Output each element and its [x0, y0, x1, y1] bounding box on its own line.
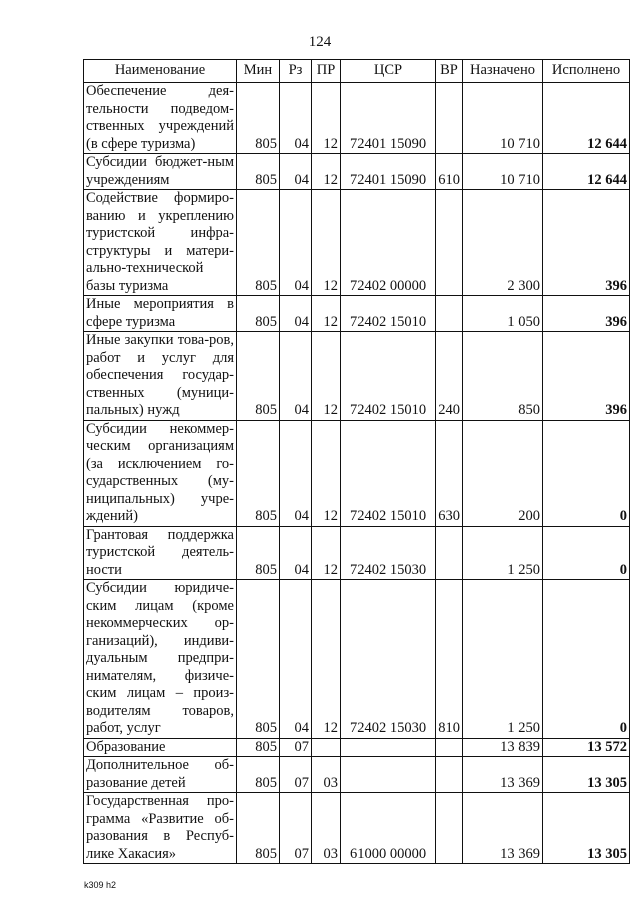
cell-done: 0 [543, 526, 630, 580]
cell-done: 13 305 [543, 757, 630, 793]
table-row [84, 420, 630, 526]
cell-rz: 04 [280, 332, 312, 421]
cell-done: 12 644 [543, 83, 630, 154]
cell-rz: 04 [280, 296, 312, 332]
table-row [84, 757, 630, 793]
cell-min: 805 [237, 793, 280, 864]
header-done: Исполнено [543, 60, 630, 83]
table-row [84, 154, 630, 190]
cell-assigned: 10 710 [463, 83, 543, 154]
cell-min: 805 [237, 757, 280, 793]
header-rz: Рз [280, 60, 312, 83]
cell-min: 805 [237, 154, 280, 190]
cell-name: Образование [84, 738, 237, 757]
cell-vr [436, 296, 463, 332]
cell-vr: 810 [436, 580, 463, 739]
cell-pr [312, 738, 341, 757]
cell-done: 13 305 [543, 793, 630, 864]
cell-pr: 12 [312, 296, 341, 332]
cell-assigned: 2 300 [463, 190, 543, 296]
cell-min: 805 [237, 420, 280, 526]
cell-csr: 72401 15090 [341, 154, 436, 190]
cell-pr: 03 [312, 793, 341, 864]
cell-pr: 12 [312, 526, 341, 580]
cell-assigned: 13 369 [463, 757, 543, 793]
cell-rz: 07 [280, 738, 312, 757]
cell-pr: 12 [312, 154, 341, 190]
table-row [84, 83, 630, 154]
header-min: Мин [237, 60, 280, 83]
cell-assigned: 13 369 [463, 793, 543, 864]
cell-name: Иные мероприятия в сфере туризма [84, 296, 237, 332]
cell-vr [436, 526, 463, 580]
cell-assigned: 1 050 [463, 296, 543, 332]
cell-name: Дополнительное об-разование детей [84, 757, 237, 793]
cell-csr: 72402 15010 [341, 296, 436, 332]
footer-code: k309 h2 [84, 880, 117, 890]
header-pr: ПР [312, 60, 341, 83]
cell-rz: 04 [280, 420, 312, 526]
cell-done: 396 [543, 296, 630, 332]
cell-csr: 72402 00000 [341, 190, 436, 296]
cell-done: 13 572 [543, 738, 630, 757]
cell-csr: 72401 15090 [341, 83, 436, 154]
header-row [84, 60, 630, 83]
cell-pr: 12 [312, 190, 341, 296]
cell-rz: 04 [280, 580, 312, 739]
cell-name: Обеспечение дея-тельности подведом-ственных учреждений (в сфере туризма) [84, 83, 237, 154]
cell-min: 805 [237, 190, 280, 296]
cell-rz: 04 [280, 190, 312, 296]
table-row [84, 332, 630, 421]
cell-pr: 12 [312, 420, 341, 526]
cell-pr: 12 [312, 580, 341, 739]
cell-rz: 04 [280, 83, 312, 154]
cell-csr [341, 738, 436, 757]
table-row [84, 738, 630, 757]
header-csr: ЦСР [341, 60, 436, 83]
cell-done: 12 644 [543, 154, 630, 190]
cell-assigned: 10 710 [463, 154, 543, 190]
cell-min: 805 [237, 332, 280, 421]
cell-assigned: 1 250 [463, 526, 543, 580]
header-assigned: Назначено [463, 60, 543, 83]
cell-name: Иные закупки това-ров, работ и услуг для обеспечения государ-ственных (муници-пальных) нужд [84, 332, 237, 421]
header-name: Наименование [84, 60, 237, 83]
cell-pr: 12 [312, 83, 341, 154]
cell-vr: 610 [436, 154, 463, 190]
cell-done: 0 [543, 420, 630, 526]
cell-vr [436, 757, 463, 793]
cell-assigned: 200 [463, 420, 543, 526]
table-row [84, 793, 630, 864]
cell-csr: 72402 15030 [341, 526, 436, 580]
cell-pr: 12 [312, 332, 341, 421]
cell-min: 805 [237, 738, 280, 757]
cell-csr [341, 757, 436, 793]
cell-done: 396 [543, 332, 630, 421]
cell-assigned: 13 839 [463, 738, 543, 757]
table-row [84, 580, 630, 739]
cell-name: Государственная про-грамма «Развитие об-разования в Респуб-лике Хакасия» [84, 793, 237, 864]
cell-vr [436, 83, 463, 154]
cell-assigned: 850 [463, 332, 543, 421]
cell-rz: 07 [280, 757, 312, 793]
cell-rz: 04 [280, 154, 312, 190]
cell-min: 805 [237, 526, 280, 580]
table-row [84, 190, 630, 296]
cell-csr: 72402 15030 [341, 580, 436, 739]
cell-csr: 72402 15010 [341, 420, 436, 526]
cell-rz: 07 [280, 793, 312, 864]
cell-min: 805 [237, 83, 280, 154]
cell-min: 805 [237, 296, 280, 332]
cell-vr: 240 [436, 332, 463, 421]
budget-table [83, 59, 630, 864]
table-row [84, 526, 630, 580]
cell-name: Содействие формиро-ванию и укреплению туристской инфра-структуры и матери-ально-технической базы туризма [84, 190, 237, 296]
page-number: 124 [308, 34, 332, 50]
cell-name: Субсидии бюджет-ным учреждениям [84, 154, 237, 190]
cell-vr [436, 793, 463, 864]
cell-vr [436, 738, 463, 757]
table-row [84, 296, 630, 332]
cell-vr: 630 [436, 420, 463, 526]
cell-name: Грантовая поддержка туристской деятель-ности [84, 526, 237, 580]
header-vr: ВР [436, 60, 463, 83]
cell-name: Субсидии юридиче-ским лицам (кроме некоммерческих ор-ганизаций), индиви-дуальным предпри-нимателям, физиче-ским лицам – произ-водителям товаров, работ, услуг [84, 580, 237, 739]
cell-done: 396 [543, 190, 630, 296]
cell-pr: 03 [312, 757, 341, 793]
cell-assigned: 1 250 [463, 580, 543, 739]
cell-csr: 61000 00000 [341, 793, 436, 864]
cell-rz: 04 [280, 526, 312, 580]
cell-min: 805 [237, 580, 280, 739]
cell-done: 0 [543, 580, 630, 739]
cell-vr [436, 190, 463, 296]
cell-csr: 72402 15010 [341, 332, 436, 421]
cell-name: Субсидии некоммер-ческим организациям (за исключением го-сударственных (му-ниципальных) учре-ждений) [84, 420, 237, 526]
